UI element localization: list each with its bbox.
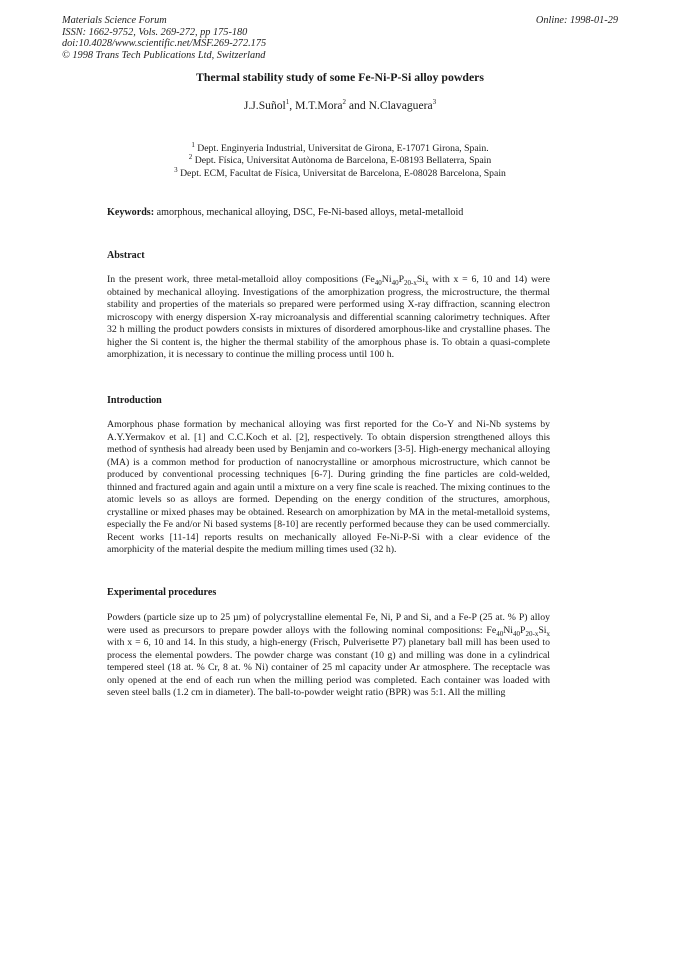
formula: $Fe_{40}Ni_{40}P_{20-x}Si_x$ [364, 274, 429, 287]
affil-sup: 2 [188, 153, 193, 162]
author-name: N.Clavaguera [368, 99, 433, 112]
paper-title: Thermal stability study of some Fe-Ni-P-Si alloy powders [195, 70, 485, 84]
keywords-label: Keywords: [107, 207, 155, 218]
abstract-heading: Abstract [107, 250, 145, 261]
affil-text: Dept. Enginyeria Industrial, Universitat de Girona, E-17071 Girona, Spain. [197, 143, 489, 154]
author-and: and [346, 99, 369, 112]
experimental-text-before: Powders (particle size up to 25 µm) of polycrystalline elemental Fe, Ni, P and Si, and a Fe-P (25 at. % P) alloy were used as precursors to prepare powder alloys with the following nominal compositions: [107, 612, 550, 636]
affiliation-list [62, 140, 618, 180]
keywords-line [107, 207, 562, 218]
affil-text: Dept. ECM, Facultat de Física, Universitat de Barcelona, E-08028 Barcelona, Spain [180, 167, 506, 179]
formula: $Fe_{40}Ni_{40}P_{20-x}Si_x$ [486, 624, 550, 638]
introduction-paragraph: Amorphous phase formation by mechanical alloying was first reported for the Co-Y and Ni-Nb systems by A.Y.Yermakov et al. [1] and C.C.Koch et al. [2], respectively. To obtain dispersion strengthened alloys this method of synthesis had already been used by Benjamin and co-workers [3-5]. High-energy mechanical alloying (MA) is a common method for production of nanocrystalline or amorphous microstructure, which cannot be produced by conventional processing techniques [6-7]. During grinding the fine particles are cold-welded, thinned and fractured again and again until a mixture on a very fine scale is reached. The mixing continues to the atomic levels so as alloys are formed. Depending on the energy condition of the structures, amorphous, crystalline or mixed phases may be obtained. Research on amorphization by MA in the metal-metalloid systems, especially the Fe and/or Ni based systems [8-10] are recently performed because they can be used commercially. Recent works [11-14] reports results on mechanically alloyed Fe-Ni-P-Si with a clear evidence of the amorphicity of the material despite the medium milling times used (32 h). [107, 419, 550, 556]
author-separator: , [289, 99, 296, 112]
keywords-text: amorphous, mechanical alloying, DSC, Fe-Ni-based alloys, metal-metalloid [156, 207, 464, 218]
affil-sup: 3 [174, 165, 178, 174]
author-name: M.T.Mora [295, 99, 343, 112]
affil-text: Dept. Física, Universitat Autònoma de Barcelona, E-08193 Bellaterra, Spain [194, 155, 492, 167]
affiliation-1 [62, 140, 618, 155]
author-name: J.J.Suñol [243, 99, 286, 112]
experimental-text-after: with x = 6, 10 and 14. In this study, a high-energy (Frisch, Pulverisette P7) planetary ball mill has been used to process the elemental powders. The powder charge was constant (10 g) and milling was done in a cylindrical tempered steel (18 at. % Cr, 8 at. % Ni) container of 25 ml capacity under Ar atmosphere. The receptacle was only opened at the end of each run when the milling period was completed. Each container was loaded with seven steel balls (1.2 cm in diameter). The ball-to-powder weight ratio (BPR) was 5:1. All the milling [107, 637, 550, 699]
issn-line: ISSN: 1662-9752, Vols. 269-272, pp 175-180 [62, 26, 248, 38]
affiliation-2 [62, 155, 618, 167]
online-date: Online: 1998-01-29 [535, 15, 618, 26]
abstract-text-before: In the present work, three metal-metalloid alloy compositions ( [107, 274, 365, 285]
affiliation-3 [62, 165, 618, 180]
experimental-paragraph [107, 612, 550, 700]
author-list [62, 99, 618, 112]
author-affil-sup: 2 [342, 98, 347, 107]
affil-sup: 1 [191, 140, 195, 149]
abstract-text-after: with x = 6, 10 and 14) were obtained by mechanical alloying. Investigations of the amorphization progress, the microstructure, the thermal stability and properties of the materials so prepared were performed using X-ray diffraction, scanning electron microscopy with energy dispersion X-ray microanalysis and differential scanning calorimetry techniques. After 32 h milling the product powders consists in mixtures of disordered amorphous-like and crystalline phases. The higher the Si content is, the higher the thermal stability of the amorphous phase is. To obtain a quasi-complete amorphization, it is necessary to continue the milling process until 100 h. [107, 274, 550, 361]
introduction-heading: Introduction [107, 395, 162, 406]
doi-line: doi:10.4028/www.scientific.net/MSF.269-272.175 [62, 38, 267, 50]
experimental-heading: Experimental procedures [107, 587, 217, 598]
author-affil-sup: 1 [285, 98, 290, 107]
journal-name: Materials Science Forum [62, 15, 167, 26]
abstract-paragraph [107, 274, 550, 362]
journal-header [62, 15, 618, 61]
author-affil-sup: 3 [432, 98, 437, 107]
copyright-line: © 1998 Trans Tech Publications Ltd, Switzerland [62, 49, 266, 61]
